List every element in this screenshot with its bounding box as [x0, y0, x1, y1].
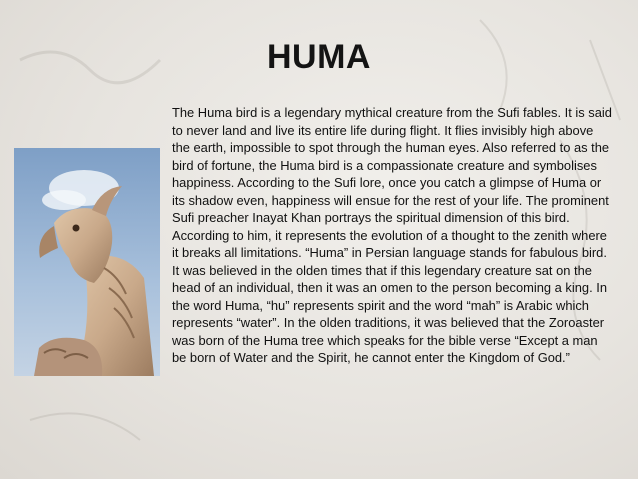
slide-title: HUMA: [267, 38, 371, 76]
griffin-statue-icon: [14, 148, 160, 376]
slide-body-text: The Huma bird is a legendary mythical creature from the Sufi fables. It is said to never land and live its entire life during flight. It flies invisibly high above the earth, impossible to spot through the human eyes. Also referred to as the bird of fortune, the Huma bird is a compassionate creature and symbolises happiness. According to the Sufi lore, once you catch a glimpse of Huma or its shadow even, happiness will ensue for the rest of your life. The prominent Sufi preacher Inayat Khan portrays the spiritual dimension of this bird. According to him, it represents the evolution of a thought to the zenith where it breaks all limitations. “Huma” in Persian language stands for fabulous bird. It was believed in the olden times that if this legendary creature sat on the head of an individual, then it was an omen to the person becoming a king. In the word Huma, “hu” represents spirit and the word “mah” is Arabic which represents “water”. In the olden traditions, it was believed that the Zoroaster was born of the Huma tree which speaks for the bible verse “Except a man be born of Water and the Spirit, he cannot enter the Kingdom of God.”: [172, 105, 612, 365]
huma-statue-image: [14, 148, 160, 376]
